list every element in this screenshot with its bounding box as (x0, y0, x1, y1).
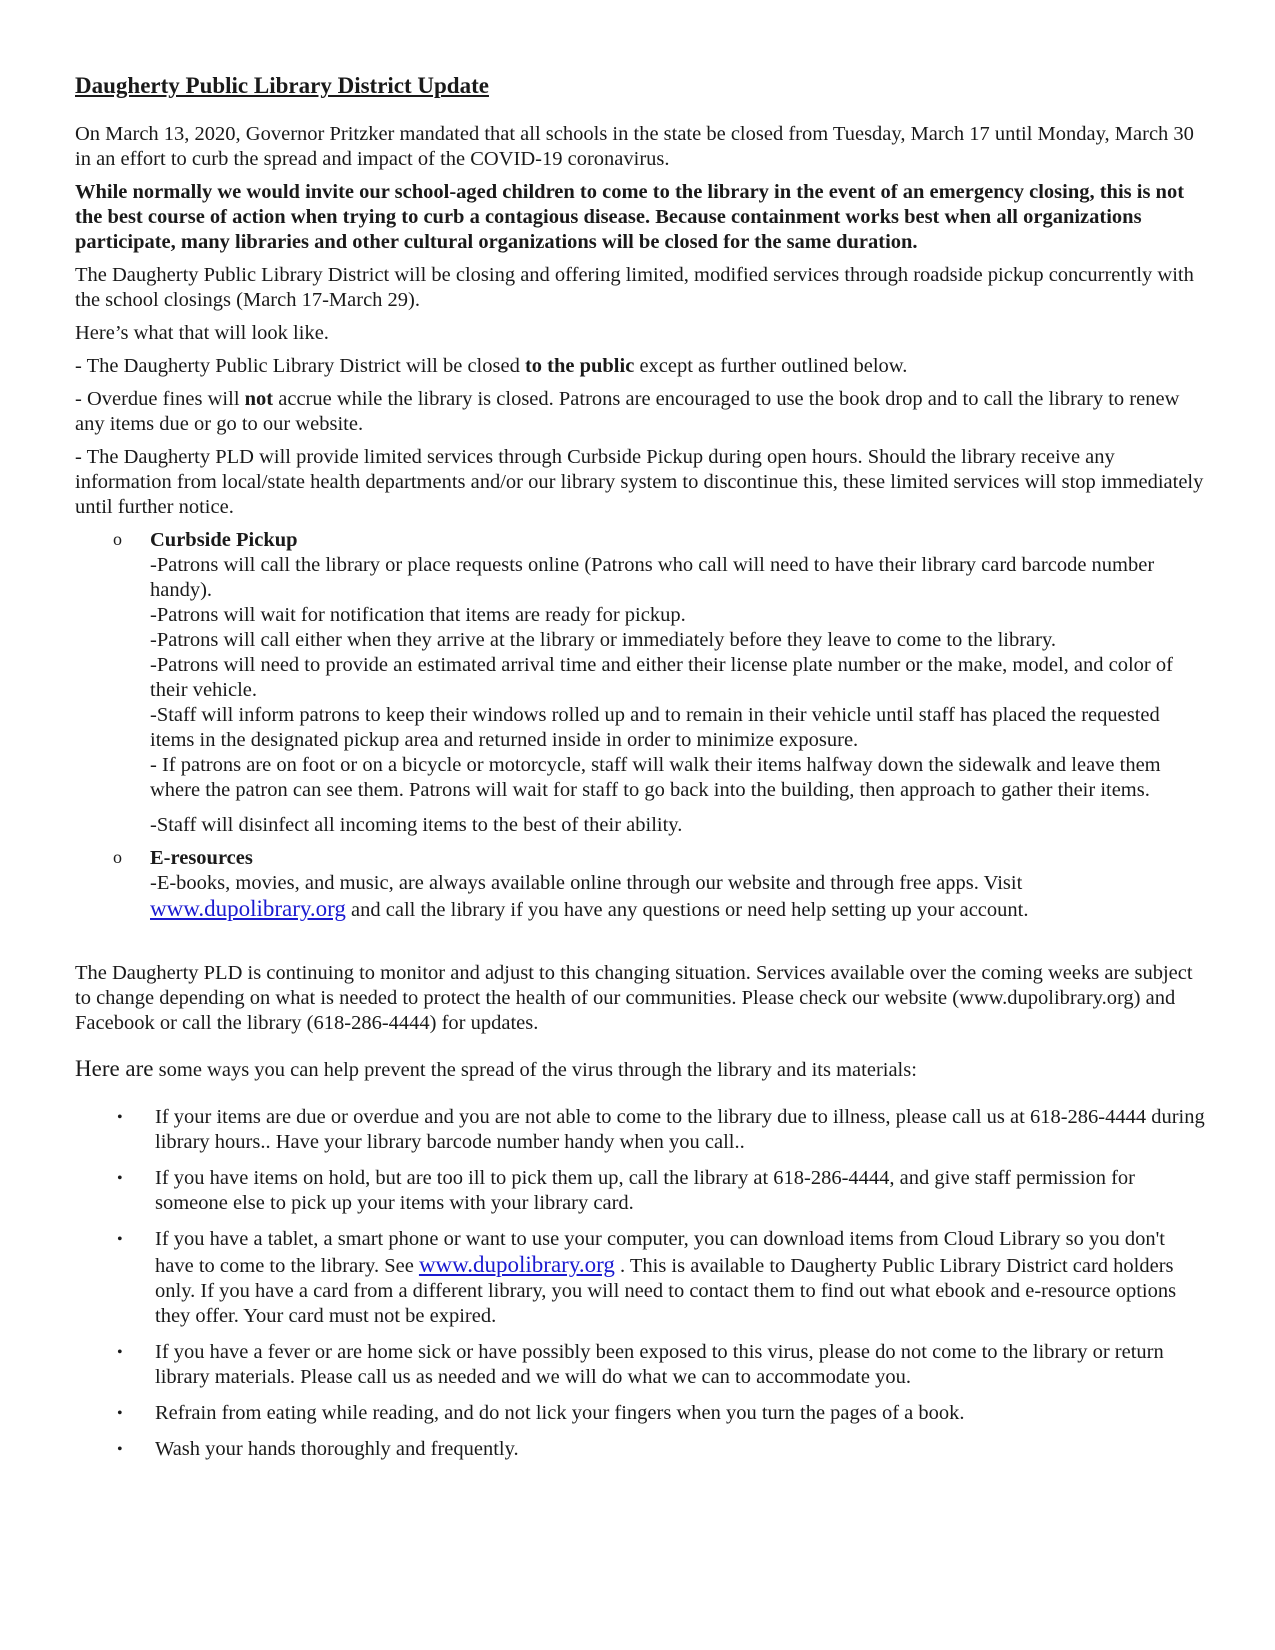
list-item: • Wash your hands thoroughly and frequently. (117, 1438, 519, 1460)
website-link[interactable]: www.dupolibrary.org (150, 896, 346, 921)
curbside-line: -Patrons will call the library or place requests online (Patrons who call will need to have their library card barcode number handy). (150, 554, 1155, 601)
website-link[interactable]: www.dupolibrary.org (418, 1252, 615, 1277)
closing-paragraph: The Daugherty Public Library District will be closing and offering limited, modified services through roadside pickup concurrently with the school closings (March 17-March 29). (75, 264, 1194, 311)
e-resources-item (75, 846, 1205, 923)
bullet-dot-icon: • (117, 1231, 123, 1248)
list-item: • Refrain from eating while reading, and do not lick your fingers when you turn the pages of a book. (117, 1402, 965, 1424)
point-overdue-fines: - Overdue fines will not accrue while the library is closed. Patrons are encouraged to use the book drop and to call the library to renew any items due or go to our website. (75, 388, 1180, 435)
document-page (75, 72, 1205, 1473)
list-item: • If you have a fever or are home sick or have possibly been exposed to this virus, please do not come to the library or return library materials. Please call us as needed and we will do what we can to accommodate you. (117, 1341, 1164, 1388)
help-tips-list (75, 1105, 1205, 1462)
bold-paragraph: While normally we would invite our school-aged children to come to the library in the event of an emergency closing, this is not the best course of action when trying to curb a contagious disease. Because containment works best when all organizations participate, many libraries and other cultural organizations will be closed for the same duration. (75, 181, 1185, 253)
curbside-line: -Patrons will need to provide an estimated arrival time and either their license plate number or the make, model, and color of their vehicle. (150, 654, 1173, 701)
curbside-line: -Staff will inform patrons to keep their windows rolled up and to remain in their vehicle until staff has placed the requested items in the designated pickup area and returned inside in order to minimize exposure. (150, 704, 1160, 751)
list-item: • If your items are due or overdue and you are not able to come to the library due to illness, please call us at 618-286-4444 during library hours.. Have your library barcode number handy when you call.. (117, 1106, 1205, 1153)
curbside-line: -Patrons will wait for notification that items are ready for pickup. (150, 604, 686, 626)
circle-bullet-icon: o (113, 847, 122, 867)
circle-bullet-icon: o (113, 529, 122, 549)
curbside-line: -Patrons will call either when they arrive at the library or immediately before they leave to come to the library. (150, 629, 1057, 651)
bullet-dot-icon: • (117, 1441, 123, 1458)
bullet-dot-icon: • (117, 1170, 123, 1187)
intro-paragraph: On March 13, 2020, Governor Pritzker mandated that all schools in the state be closed from Tuesday, March 17 until Monday, March 30 in an effort to curb the spread and impact of the COVID-19 coronavirus. (75, 123, 1194, 170)
spacer (75, 931, 1205, 961)
bullet-dot-icon: • (117, 1344, 123, 1361)
curbside-line-disinfect: -Staff will disinfect all incoming items to the best of their ability. (150, 814, 683, 836)
list-item: • If you have a tablet, a smart phone or want to use your computer, you can download items from Cloud Library so you don't have to come to the library. See www.dupolibrary.org . This is available to Daugherty Public Library District card holders only. If you have a card from a different library, you will need to contact them to find out what ebook and e-resource options they offer. Your card must not be expired. (117, 1228, 1177, 1327)
heres-what-line: Here’s what that will look like. (75, 322, 329, 344)
list-item: • If you have items on hold, but are too ill to pick them up, call the library at 618-286-4444, and give staff permission for someone else to pick up your items with your library card. (117, 1167, 1135, 1214)
e-resources-text: -E-books, movies, and music, are always available online through our website and through free apps. Visit www.dupolibrary.org and call the library if you have any questions or need help setting up your account. (150, 872, 1029, 921)
help-intro: Here are some ways you can help prevent the spread of the virus through the library and its materials: (75, 1056, 917, 1081)
point-curbside-services: - The Daugherty PLD will provide limited services through Curbside Pickup during open hours. Should the library receive any information from local/state health departments and/or our library system to discontinue this, these limited services will stop immediately until further notice. (75, 446, 1204, 518)
curbside-pickup-item (75, 528, 1205, 838)
point-closed-public: - The Daugherty Public Library District will be closed to the public except as further outlined below. (75, 355, 908, 377)
e-resources-heading: E-resources (150, 847, 253, 869)
curbside-heading: Curbside Pickup (150, 529, 298, 551)
monitor-paragraph: The Daugherty PLD is continuing to monitor and adjust to this changing situation. Services available over the coming weeks are subject to change depending on what is needed to protect the health of our communities. Please check our website (www.dupolibrary.org) and Facebook or call the library (618-286-4444) for updates. (75, 962, 1193, 1034)
bullet-dot-icon: • (117, 1109, 123, 1126)
curbside-line: - If patrons are on foot or on a bicycle or motorcycle, staff will walk their items halfway down the sidewalk and leave them where the patron can see them. Patrons will wait for staff to go back into the building, then approach to gather their items. (150, 754, 1161, 801)
page-title: Daugherty Public Library District Update (75, 73, 489, 98)
bullet-dot-icon: • (117, 1405, 123, 1422)
services-list (75, 528, 1205, 923)
